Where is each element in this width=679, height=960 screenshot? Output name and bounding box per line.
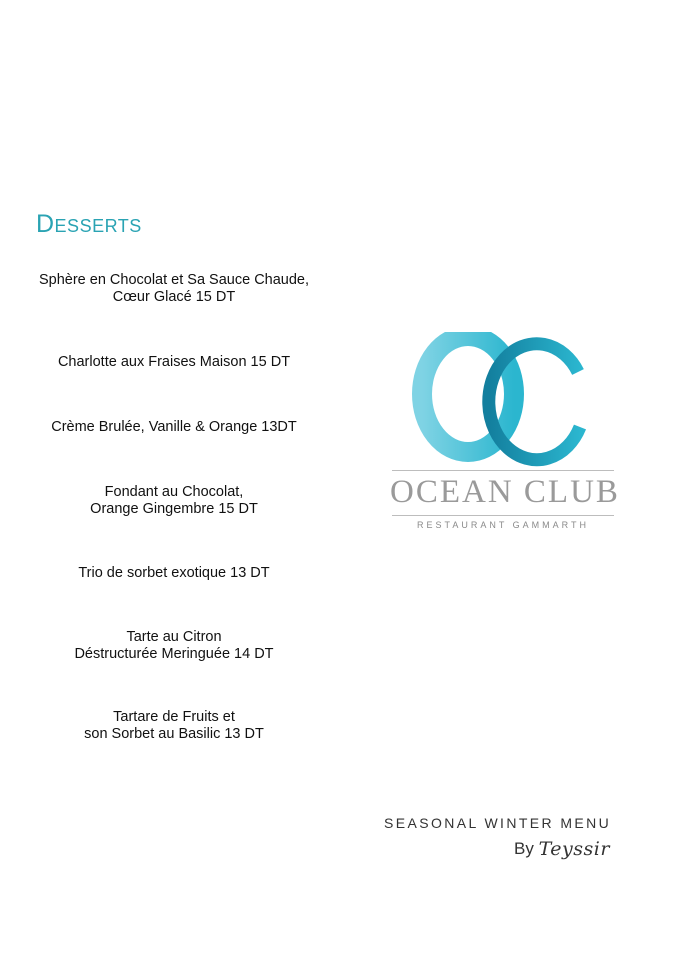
menu-item	[24, 709, 324, 743]
footer-credit	[514, 838, 610, 860]
menu-item-line: Déstructurée Meringuée 14 DT	[74, 646, 274, 662]
menu-item-line: Trio de sorbet exotique 13 DT	[78, 565, 270, 581]
signature: Teyssir	[538, 838, 610, 860]
logo-wordmark: OCEAN CLUB	[390, 474, 620, 510]
menu-item-line: Orange Gingembre 15 DT	[90, 501, 258, 517]
menu-item-line: Crème Brulée, Vanille & Orange 13DT	[51, 419, 297, 435]
oc-monogram-icon	[390, 332, 616, 468]
menu-item-line: Cœur Glacé 15 DT	[112, 289, 236, 305]
menu-item-line: Charlotte aux Fraises Maison 15 DT	[57, 354, 291, 370]
section-title: Desserts	[36, 210, 142, 238]
menu-item	[24, 354, 324, 371]
menu-item-line: Sphère en Chocolat et Sa Sauce Chaude,	[38, 272, 310, 288]
menu-item-line: Tartare de Fruits et	[113, 709, 235, 725]
footer-menu-title: SEASONAL WINTER MENU	[384, 815, 612, 831]
menu-item	[24, 565, 324, 582]
logo-divider	[392, 470, 614, 471]
ocean-club-logo	[390, 332, 620, 532]
monogram-c-shape	[489, 344, 580, 460]
credit-prefix: By	[514, 839, 534, 858]
menu-item	[24, 272, 324, 306]
menu-item-line: Tarte au Citron	[126, 629, 222, 645]
menu-item-line: son Sorbet au Basilic 13 DT	[84, 726, 264, 742]
menu-item	[24, 484, 324, 518]
menu-item-line: Fondant au Chocolat,	[104, 484, 244, 500]
logo-tagline: RESTAURANT GAMMARTH	[416, 520, 589, 530]
menu-item	[24, 629, 324, 663]
logo-divider	[392, 515, 614, 516]
menu-item	[24, 419, 324, 436]
